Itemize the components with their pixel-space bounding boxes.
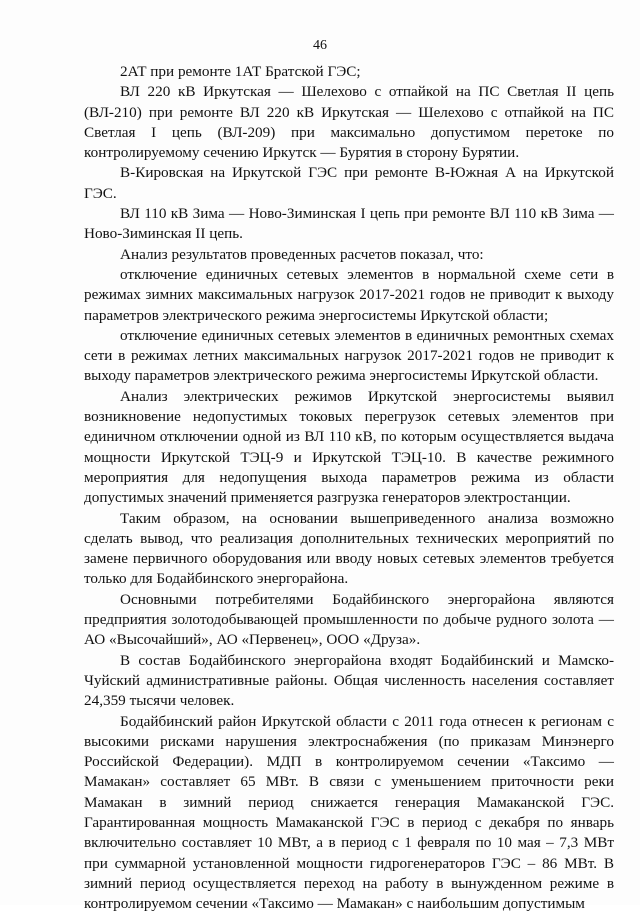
paragraph: Бодайбинский район Иркутской области с 2011 года отнесен к регионам с высокими рисками нарушения электроснабжения (по приказам Минэнерго Российской Федерации). МДП в контролируемом сечении «Таксимо — Мамакан» составляет 65 МВт. В связи с уменьшением приточности реки Мамакан в зимний период снижается генерация Мамаканской ГЭС. Гарантированная мощность Мамаканской ГЭС в период с декабря по январь включительно составляет 10 МВт, а в период с 1 февраля по 10 мая – 7,3 МВт при суммарной установленной мощности гидрогенераторов ГЭС – 86 МВт. В зимний период осуществляется переход на работу в вынужденном режиме в контролируемом сечении «Таксимо — Мамакан» с наибольшим допустимым: [84, 712, 614, 914]
paragraph: В-Кировская на Иркутской ГЭС при ремонте В-Южная А на Иркутской ГЭС.: [84, 163, 614, 204]
page-body: [84, 62, 614, 914]
paragraph: Таким образом, на основании вышеприведенного анализа возможно сделать вывод, что реализация дополнительных технических мероприятий по замене первичного оборудования или вводу новых сетевых элементов требуется только для Бодайбинского энергорайона.: [84, 509, 614, 590]
paragraph: отключение единичных сетевых элементов в нормальной схеме сети в режимах зимних максимальных нагрузок 2017-2021 годов не приводит к выходу параметров электрического режима энергосистемы Иркутской области;: [84, 265, 614, 326]
paragraph: Основными потребителями Бодайбинского энергорайона являются предприятия золотодобывающей промышленности по добыче рудного золота — АО «Высочайший», АО «Первенец», ООО «Друза».: [84, 590, 614, 651]
paragraph: отключение единичных сетевых элементов в единичных ремонтных схемах сети в режимах летних максимальных нагрузок 2017-2021 годов не приводит к выходу параметров электрического режима энергосистемы Иркутской области.: [84, 326, 614, 387]
paragraph: ВЛ 110 кВ Зима — Ново-Зиминская I цепь при ремонте ВЛ 110 кВ Зима — Ново-Зиминская II цепь.: [84, 204, 614, 245]
paragraph: 2АТ при ремонте 1АТ Братской ГЭС;: [84, 62, 614, 82]
paragraph: В состав Бодайбинского энергорайона входят Бодайбинский и Мамско-Чуйский административные районы. Общая численность населения составляет 24,359 тысячи человек.: [84, 651, 614, 712]
paragraph: Анализ результатов проведенных расчетов показал, что:: [84, 245, 614, 265]
paragraph: ВЛ 220 кВ Иркутская — Шелехово с отпайкой на ПС Светлая II цепь (ВЛ-210) при ремонте ВЛ 220 кВ Иркутская — Шелехово с отпайкой на ПС Светлая I цепь (ВЛ-209) при максимально допустимом перетоке по контролируемому сечению Иркутск — Бурятия в сторону Бурятии.: [84, 82, 614, 163]
paragraph: Анализ электрических режимов Иркутской энергосистемы выявил возникновение недопустимых токовых перегрузок сетевых элементов при единичном отключении одной из ВЛ 110 кВ, по которым осуществляется выдача мощности Иркутской ТЭЦ-9 и Иркутской ТЭЦ-10. В качестве режимного мероприятия для недопущения выхода параметров режима из области допустимых значений применяется разгрузка генераторов электростанции.: [84, 387, 614, 509]
page-number: 46: [0, 38, 640, 54]
